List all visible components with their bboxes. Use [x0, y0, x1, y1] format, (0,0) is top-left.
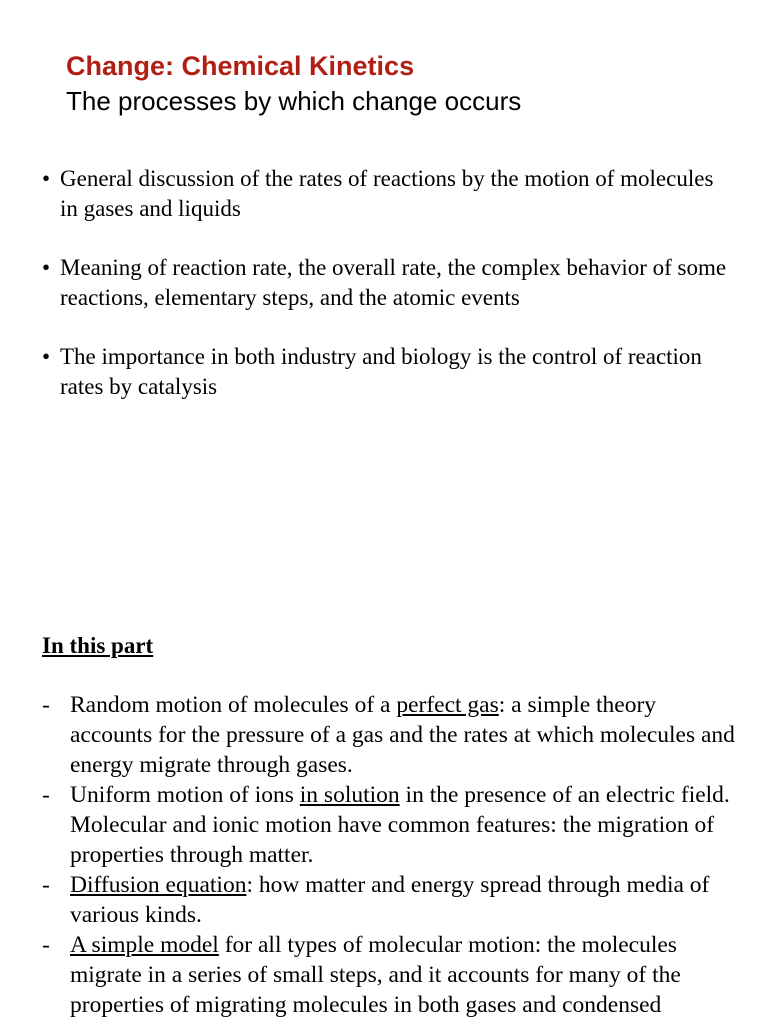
bullet-list	[42, 164, 732, 431]
page-title: Change: Chemical Kinetics	[66, 51, 415, 81]
dash-item	[42, 930, 742, 1020]
bullet-marker: •	[42, 166, 51, 191]
section-heading: In this part	[42, 633, 154, 658]
dash-text-after: : how matter and energy spread through media of various kinds.	[70, 872, 710, 928]
dash-text-before: Uniform motion of ions	[70, 782, 300, 808]
dash-marker: -	[42, 932, 50, 958]
bullet-marker: •	[42, 344, 51, 369]
underlined-term: in solution	[299, 782, 400, 808]
dash-list	[42, 690, 742, 1020]
bullet-item	[42, 253, 732, 313]
dash-marker: -	[42, 872, 50, 898]
dash-item	[42, 870, 742, 930]
bullet-item	[42, 164, 732, 224]
bullet-item	[42, 342, 732, 402]
dash-text-after: in the presence of an electric field. Molecular and ionic motion have common features: the migration of properties through matter.	[70, 782, 730, 868]
underlined-term: Diffusion equation	[70, 872, 247, 898]
dash-item	[42, 690, 742, 780]
dash-text-before: Random motion of molecules of a	[70, 692, 397, 718]
bullet-marker: •	[42, 255, 51, 280]
dash-text-after: for all types of molecular motion: the molecules migrate in a series of small steps, and it accounts for many of the properties of migrating molecules in both gases and condensed	[70, 932, 681, 1018]
underlined-term: perfect gas	[396, 692, 499, 718]
dash-text-after: : a simple theory accounts for the pressure of a gas and the rates at which molecules and energy migrate through gases.	[70, 692, 735, 778]
dash-marker: -	[42, 692, 50, 718]
bullet-text: General discussion of the rates of reactions by the motion of molecules in gases and liquids	[60, 166, 714, 221]
bullet-text: Meaning of reaction rate, the overall rate, the complex behavior of some reactions, elementary steps, and the atomic events	[60, 255, 727, 310]
underlined-term: A simple model	[70, 932, 219, 958]
bullet-text: The importance in both industry and biology is the control of reaction rates by catalysis	[60, 344, 702, 399]
page-subtitle: The processes by which change occurs	[66, 86, 522, 116]
dash-marker: -	[42, 782, 50, 808]
dash-item	[42, 780, 742, 870]
